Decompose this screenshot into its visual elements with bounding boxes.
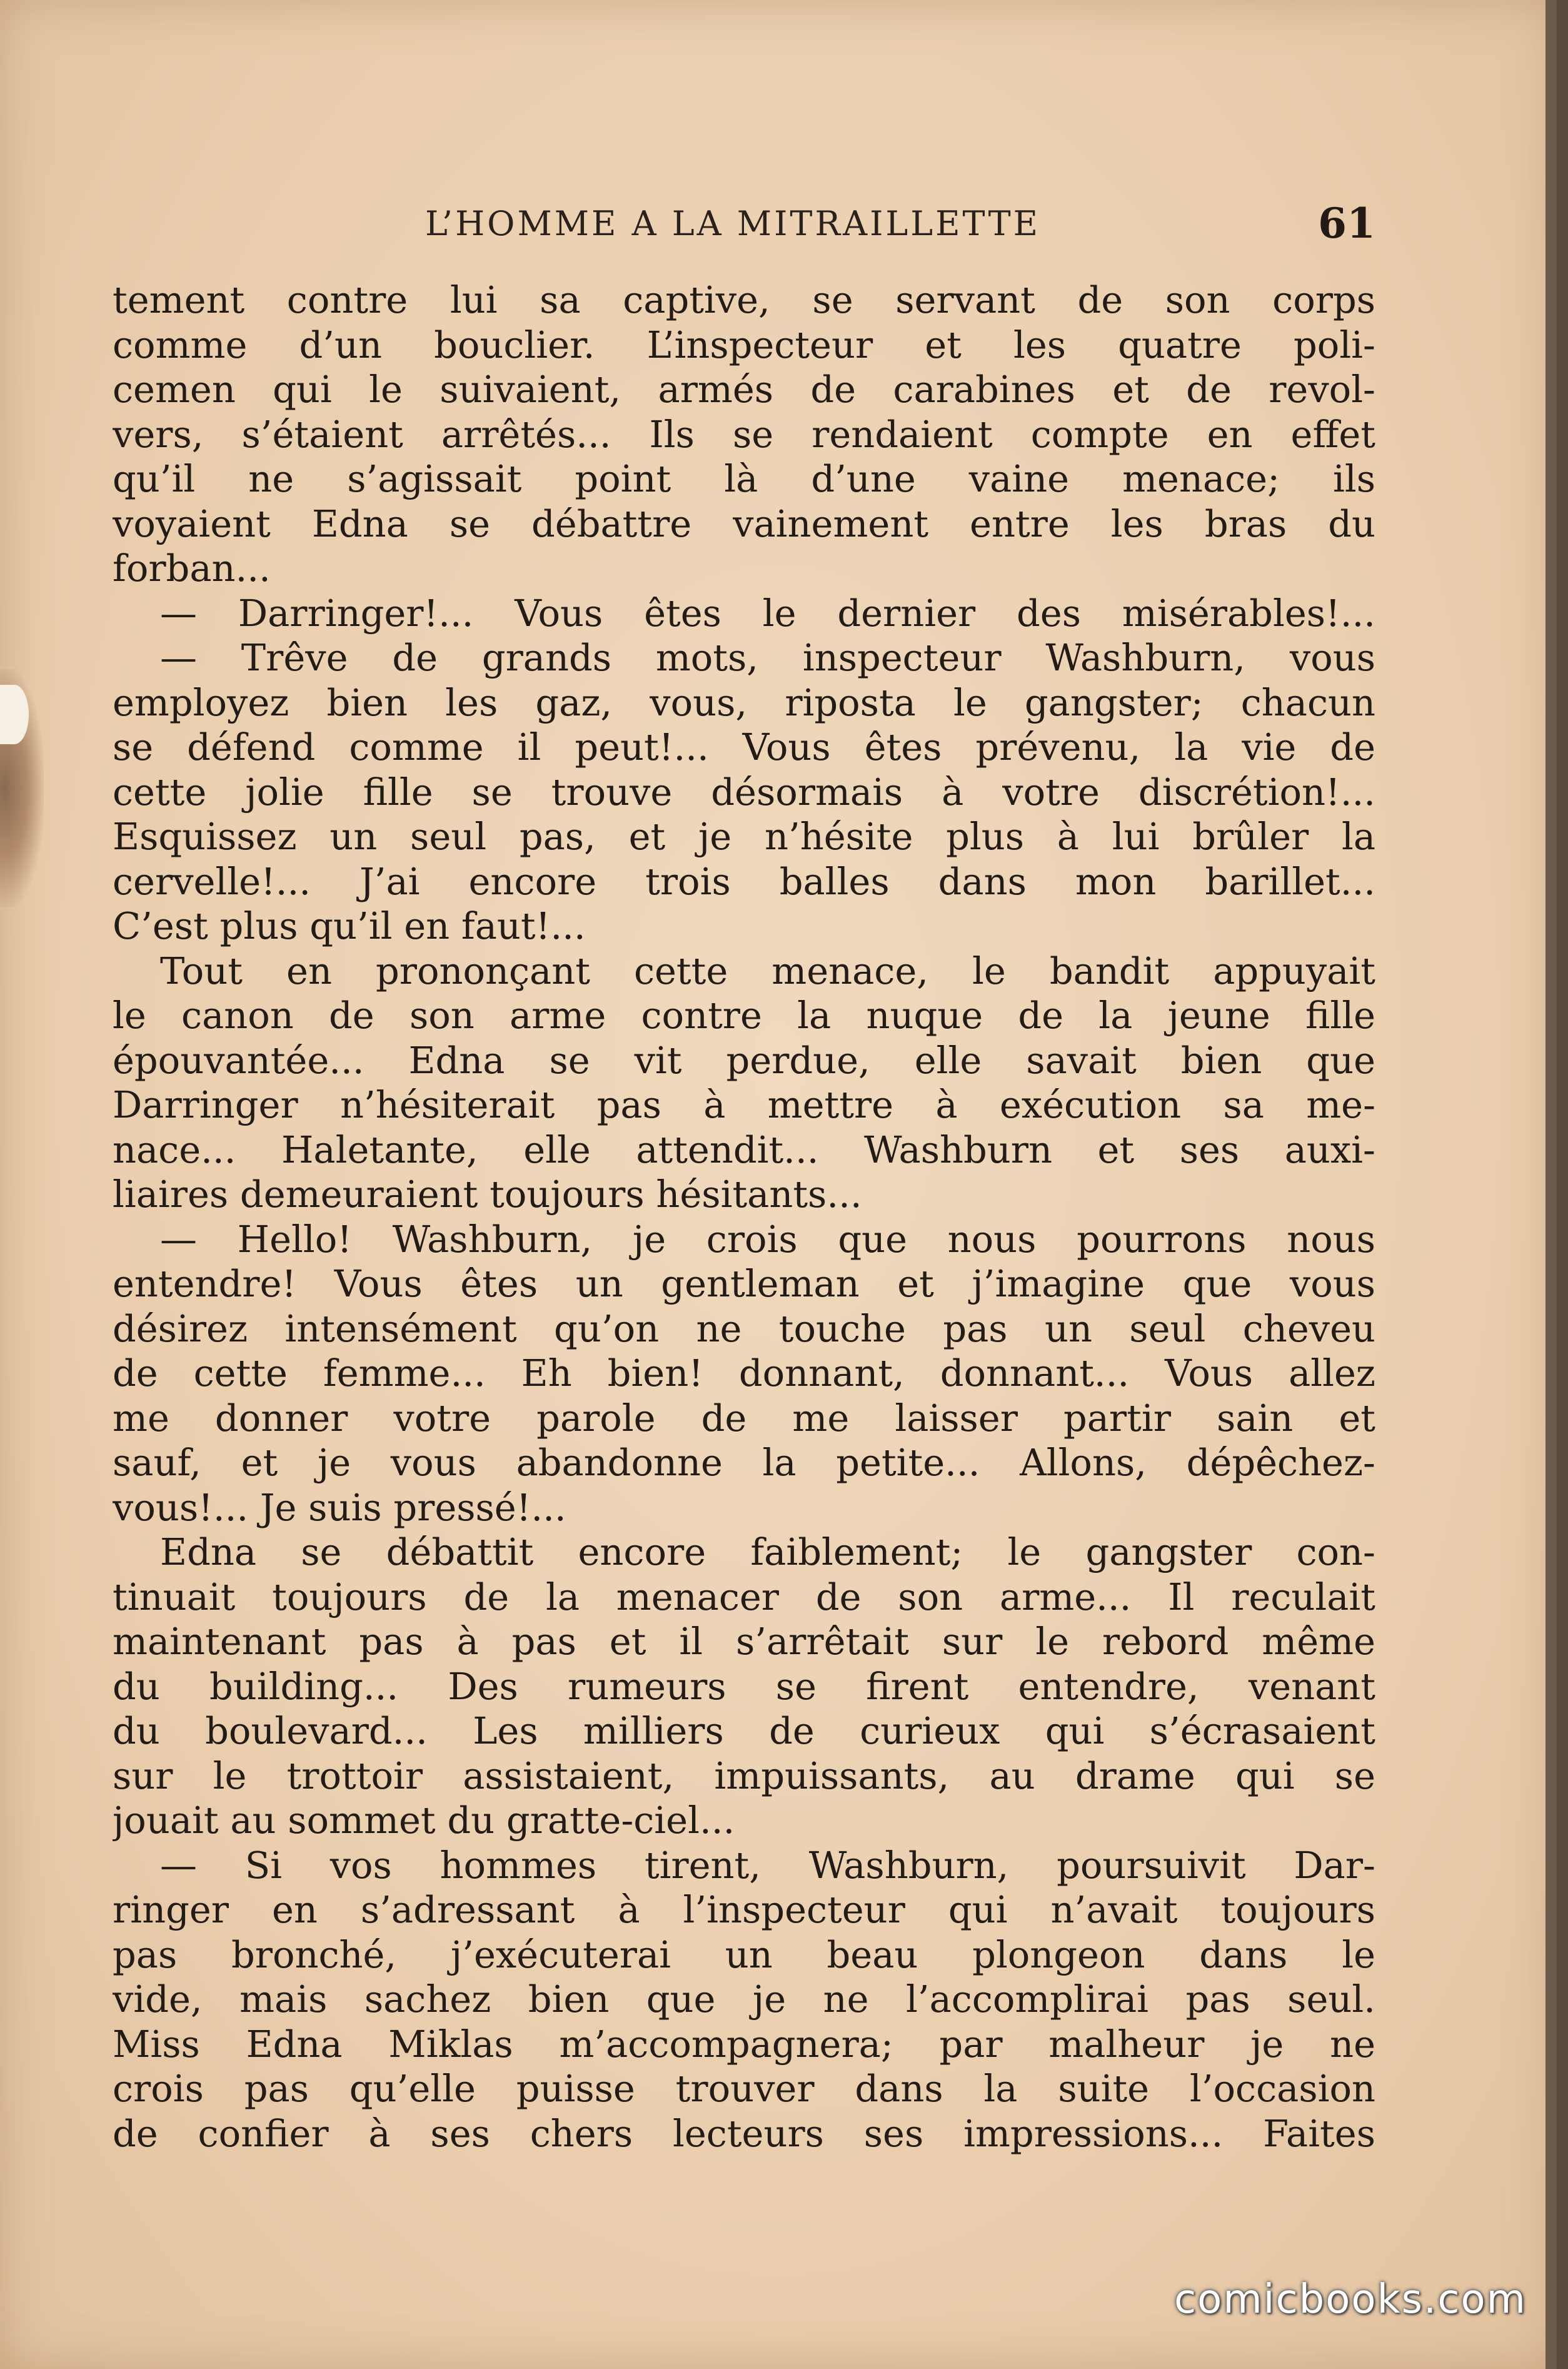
text-line: maintenant pas à pas et il s’arrêtait sur le rebord même [113, 1620, 1375, 1663]
text-line: entendre! Vous êtes un gentleman et j’imagine que vous [113, 1262, 1375, 1305]
text-line: employez bien les gaz, vous, riposta le gangster; chacun [113, 680, 1375, 724]
text-line: de confier à ses chers lecteurs ses impressions... Faites [113, 2111, 1375, 2155]
text-line: Esquissez un seul pas, et je n’hésite plus à lui brûler la [113, 815, 1375, 858]
text-line: tement contre lui sa captive, se servant de son corps [113, 278, 1375, 321]
text-line: qu’il ne s’agissait point là d’une vaine menace; ils [113, 457, 1375, 500]
text-line: du boulevard... Les milliers de curieux qui s’écrasaient [113, 1709, 1375, 1752]
text-line: forban... [113, 547, 271, 590]
text-line: de cette femme... Eh bien! donnant, donnant... Vous allez [113, 1351, 1375, 1395]
site-watermark: comicbooks.com [1173, 2276, 1527, 2323]
text-line: sauf, et je vous abandonne la petite... Allons, dépêchez- [113, 1441, 1375, 1484]
page-header [113, 199, 1375, 249]
text-line: — Darringer!... Vous êtes le dernier des misérables!... [160, 591, 1375, 635]
page-edge [1545, 0, 1557, 2369]
text-line: tinuait toujours de la menacer de son arme... Il reculait [113, 1575, 1375, 1619]
text-line: — Si vos hommes tirent, Washburn, poursuivit Dar- [160, 1843, 1375, 1887]
text-line: C’est plus qu’il en faut!... [113, 904, 586, 947]
text-line: jouait au sommet du gratte-ciel... [113, 1799, 735, 1842]
text-line: crois pas qu’elle puisse trouver dans la suite l’occasion [113, 2067, 1375, 2110]
text-line: désirez intensément qu’on ne touche pas un seul cheveu [113, 1306, 1375, 1350]
text-line: Miss Edna Miklas m’accompagnera; par malheur je ne [113, 2022, 1375, 2066]
text-line: cette jolie fille se trouve désormais à votre discrétion!... [113, 770, 1375, 814]
text-line: ringer en s’adressant à l’inspecteur qui n’avait toujours [113, 1888, 1375, 1931]
running-title: L’HOMME A LA MITRAILLETTE [425, 204, 1041, 243]
text-line: vers, s’étaient arrêtés... Ils se rendaient compte en effet [113, 412, 1375, 456]
text-line: comme d’un bouclier. L’inspecteur et les quatre poli- [113, 323, 1375, 366]
text-line: voyaient Edna se débattre vainement entre les bras du [113, 502, 1375, 545]
text-line: vous!... Je suis pressé!... [113, 1485, 566, 1529]
text-line: sur le trottoir assistaient, impuissants, au drame qui se [113, 1754, 1375, 1797]
text-line: me donner votre parole de me laisser partir sain et [113, 1396, 1375, 1440]
text-line: pas bronché, j’exécuterai un beau plongeon dans le [113, 1932, 1375, 1976]
text-line: — Hello! Washburn, je crois que nous pourrons nous [160, 1217, 1375, 1261]
text-line: nace... Haletante, elle attendit... Washburn et ses auxi- [113, 1128, 1375, 1171]
text-line: Darringer n’hésiterait pas à mettre à exécution sa me- [113, 1083, 1375, 1126]
text-line: du building... Des rumeurs se firent entendre, venant [113, 1664, 1375, 1708]
text-line: le canon de son arme contre la nuque de la jeune fille [113, 994, 1375, 1037]
body-text [113, 278, 1375, 2156]
page-tear-hole [0, 685, 29, 744]
text-line: cervelle!... J’ai encore trois balles dans mon barillet... [113, 859, 1375, 903]
text-line: — Trêve de grands mots, inspecteur Washburn, vous [160, 636, 1375, 679]
text-line: cemen qui le suivaient, armés de carabines et de revol- [113, 368, 1375, 411]
page-number: 61 [1318, 199, 1375, 248]
text-line: Tout en prononçant cette menace, le bandit appuyait [160, 949, 1375, 993]
text-line: vide, mais sachez bien que je ne l’accomplirai pas seul. [113, 1978, 1375, 2021]
text-line: épouvantée... Edna se vit perdue, elle savait bien que [113, 1038, 1375, 1082]
text-line: se défend comme il peut!... Vous êtes prévenu, la vie de [113, 725, 1375, 769]
text-line: Edna se débattit encore faiblement; le gangster con- [160, 1530, 1375, 1573]
text-line: liaires demeuraient toujours hésitants... [113, 1173, 862, 1216]
